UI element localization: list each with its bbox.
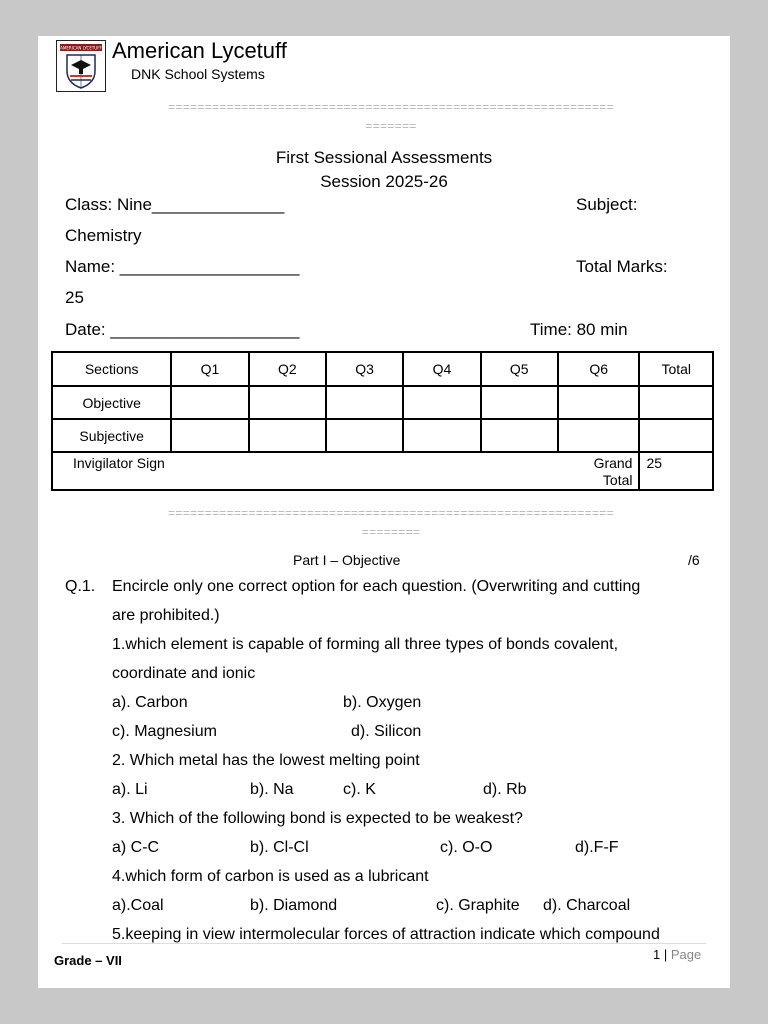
q3-option-a[interactable]: a) C-C [112,839,160,856]
school-logo [56,40,106,92]
q1-option-b[interactable]: b). Oxygen [343,694,422,711]
table-row [52,386,713,419]
marks-cell [403,386,480,419]
svg-text:AMERICAN LYCETUFF: AMERICAN LYCETUFF [60,45,102,51]
invigilator-sign: Invigilator Sign [52,452,558,490]
row-label-subjective: Subjective [52,419,171,452]
table-header-cell: Q4 [403,352,480,386]
question-2: 2. Which metal has the lowest melting point [112,752,420,769]
question-1-line-1: 1.which element is capable of forming all three types of bonds covalent, [112,636,619,653]
instruction-line-2: are prohibited.) [112,607,220,624]
school-crest-icon [57,41,105,91]
subject-label: Subject: [576,195,638,214]
q3-option-b[interactable]: b). Cl-Cl [250,839,309,856]
total-marks-value: 25 [65,288,84,307]
school-name: American Lycetuff [112,38,287,63]
table-header-cell: Q6 [558,352,640,386]
marks-table [51,351,714,491]
marks-cell [171,419,248,452]
table-header-cell: Q2 [249,352,326,386]
table-header-cell: Q5 [481,352,558,386]
grand-total-value: 25 [639,452,713,490]
marks-cell [249,386,326,419]
table-header-cell: Sections [52,352,171,386]
question-3: 3. Which of the following bond is expected to be weakest? [112,810,523,827]
q3-option-d[interactable]: d).F-F [575,839,619,856]
footer-divider [62,943,706,944]
q4-option-d[interactable]: d). Charcoal [543,897,631,914]
class-field: Class: Nine______________ [65,195,285,214]
subject-value: Chemistry [65,226,142,245]
question-number: Q.1. [65,578,96,595]
marks-cell [481,419,558,452]
q2-option-a[interactable]: a). Li [112,781,148,798]
grand-label: Grand [593,455,633,471]
part-marks: /6 [688,552,700,568]
row-label-objective: Objective [52,386,171,419]
question-4: 4.which form of carbon is used as a lubricant [112,868,429,885]
marks-cell [249,419,326,452]
page-number: 1 [653,947,661,962]
question-1-line-2: coordinate and ionic [112,665,256,682]
part-heading: Part I – Objective [293,552,401,568]
table-header-row [52,352,713,386]
exam-title: First Sessional Assessments [275,148,493,167]
middle-divider: ============================================================= ======== [168,506,614,539]
marks-cell [403,419,480,452]
q2-option-c[interactable]: c). K [343,781,376,798]
table-row [52,419,713,452]
q1-option-a[interactable]: a). Carbon [112,694,188,711]
instruction-line-1: Encircle only one correct option for each question. (Overwriting and cutting [112,578,641,595]
date-field: Date: ____________________ [65,320,300,339]
q4-option-c[interactable]: c). Graphite [436,897,520,914]
school-system-name: DNK School Systems [131,66,265,82]
time-field: Time: 80 min [530,320,628,339]
footer-page-number [653,947,701,962]
marks-cell [326,419,403,452]
page-separator: | [660,947,671,962]
table-header-cell: Q3 [326,352,403,386]
q2-option-b[interactable]: b). Na [250,781,294,798]
exam-page [38,36,730,988]
total-label: Total [602,472,633,488]
question-5: 5.keeping in view intermolecular forces of attraction indicate which compound [112,926,660,943]
q1-option-c[interactable]: c). Magnesium [112,723,217,740]
table-header-cell: Total [639,352,713,386]
total-marks-label: Total Marks: [576,257,668,276]
q2-option-d[interactable]: d). Rb [483,781,527,798]
q1-option-d[interactable]: d). Silicon [351,723,422,740]
q4-option-b[interactable]: b). Diamond [250,897,338,914]
marks-cell [639,386,713,419]
marks-cell [481,386,558,419]
top-divider: ============================================================= ======= [168,100,614,133]
marks-cell [639,419,713,452]
page-word: Page [670,947,702,962]
marks-cell [558,419,640,452]
table-header-cell: Q1 [171,352,248,386]
name-field: Name: ___________________ [65,257,300,276]
exam-session: Session 2025-26 [320,172,448,191]
marks-cell [171,386,248,419]
marks-cell [558,386,640,419]
marks-cell [326,386,403,419]
q4-option-a[interactable]: a).Coal [112,897,164,914]
table-row [52,452,713,490]
grand-total-label [558,452,640,490]
footer-grade: Grade – VII [54,953,122,968]
q3-option-c[interactable]: c). O-O [440,839,493,856]
